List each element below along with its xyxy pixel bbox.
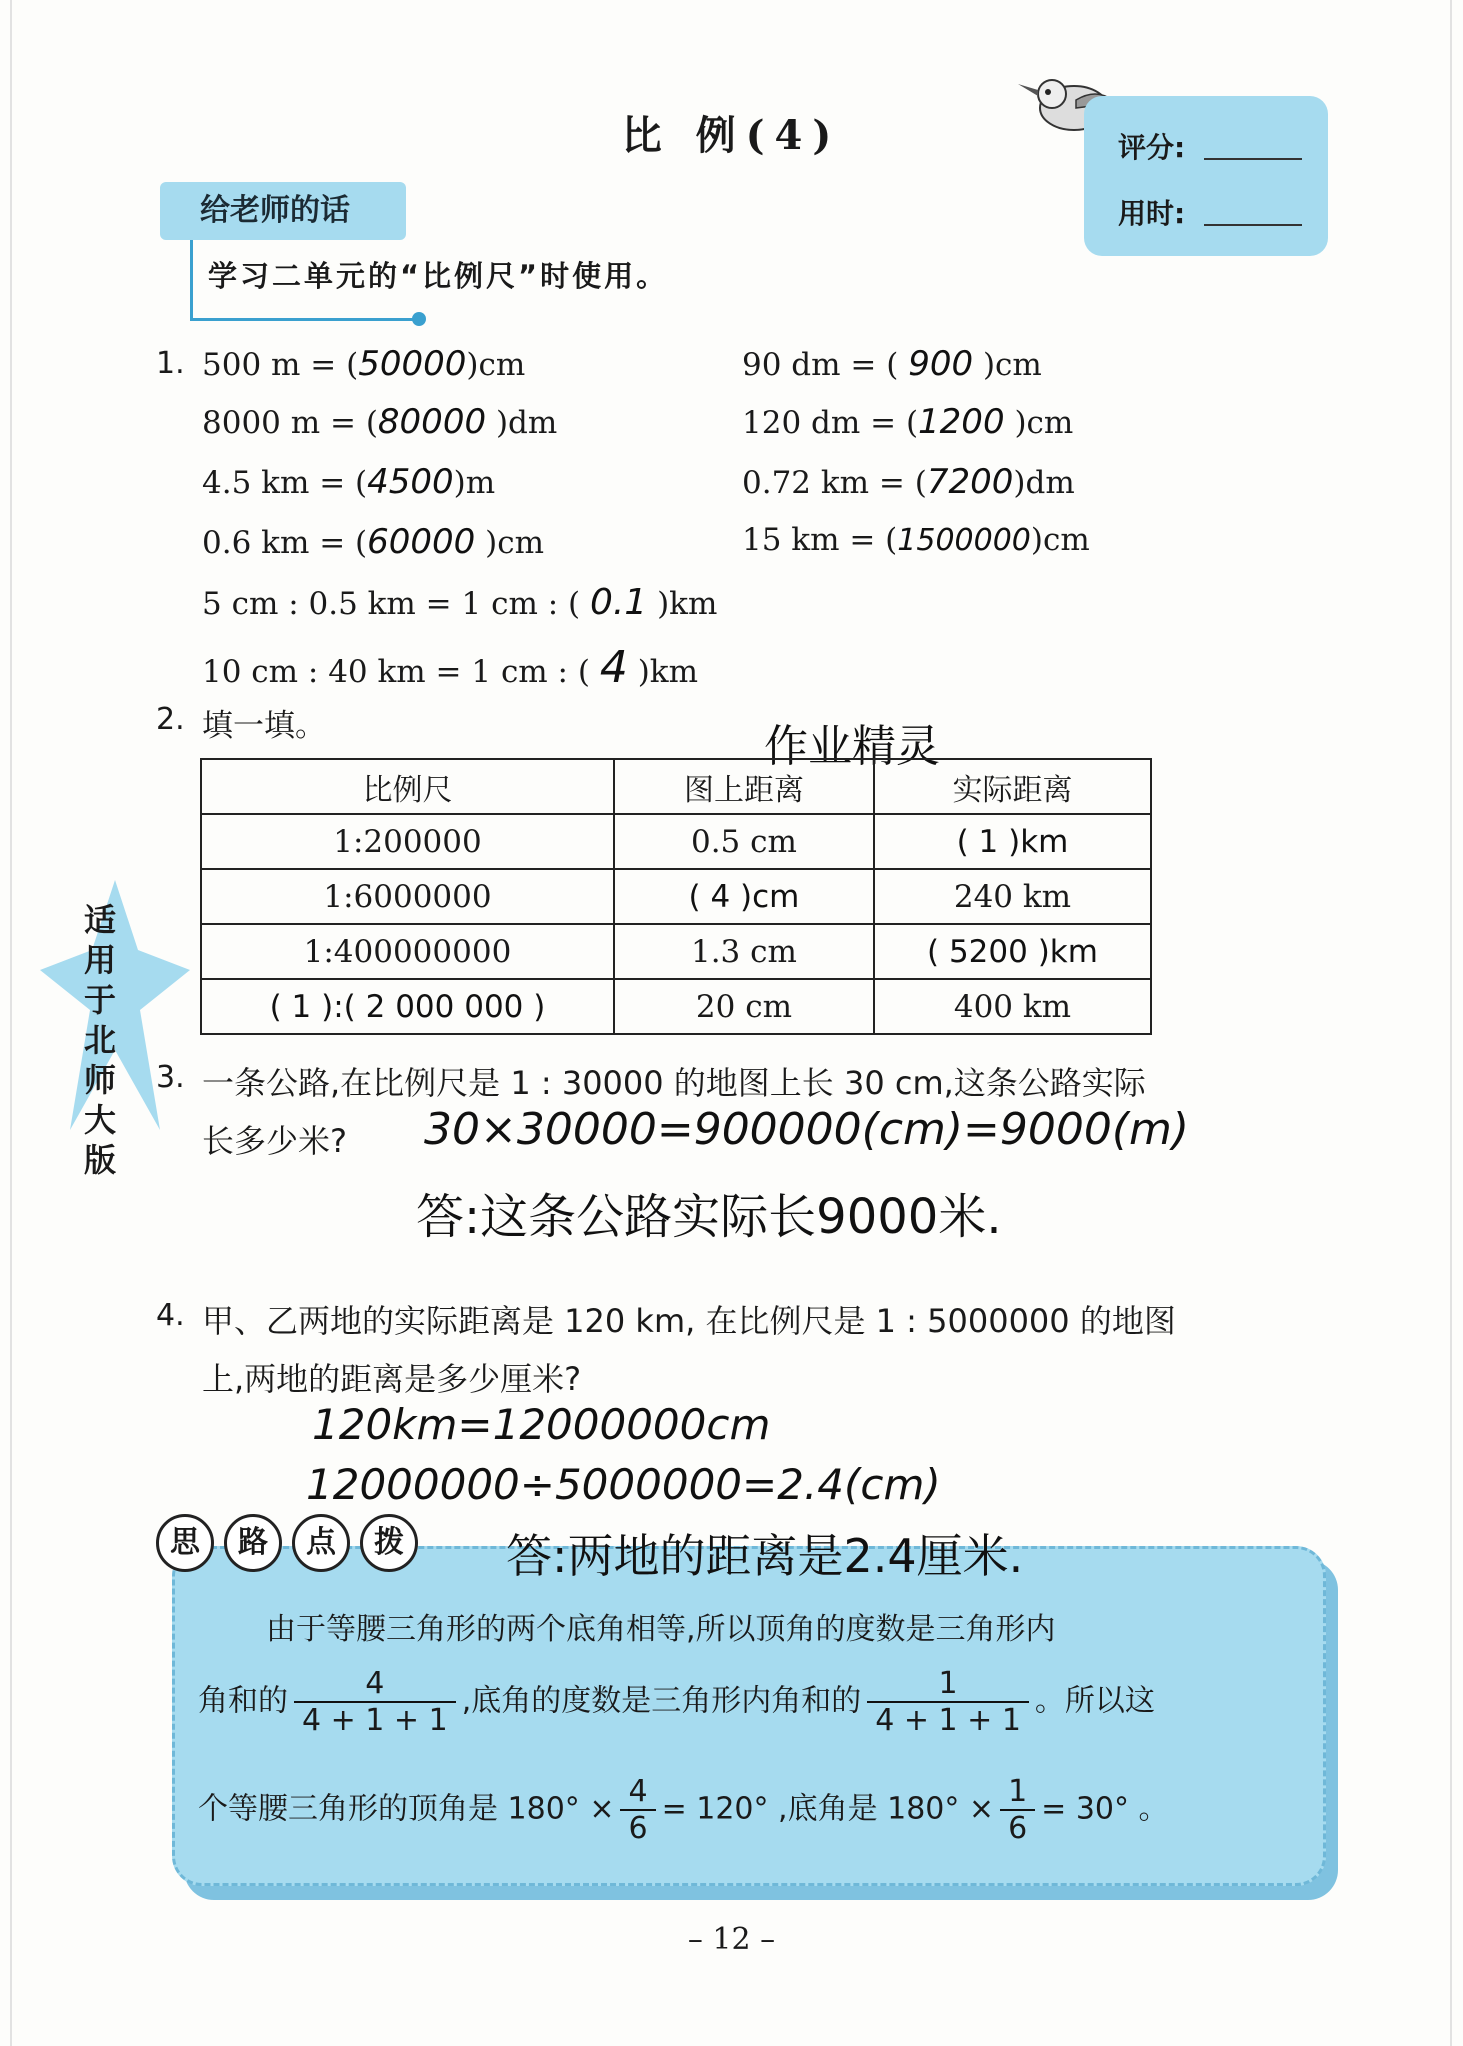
q3-answer[interactable]: 答:这条公路实际长9000米. bbox=[416, 1189, 1002, 1245]
q1-item: 0.72 km = (7200)dm bbox=[742, 462, 1075, 502]
table-header-row bbox=[201, 759, 1151, 814]
q3-text: 一条公路,在比例尺是 1 : 30000 的地图上长 30 cm,这条公路实际 bbox=[202, 1064, 1146, 1102]
q1-answer[interactable]: 0.1 bbox=[589, 582, 648, 623]
q3-number: 3. bbox=[156, 1060, 185, 1095]
q1-item: 8000 m = (80000 )dm bbox=[202, 402, 558, 442]
q1-answer[interactable]: 80000 bbox=[377, 402, 487, 442]
q4-work-line2[interactable]: 12000000÷5000000=2.4(cm) bbox=[306, 1460, 941, 1509]
q3-text: 长多少米? bbox=[202, 1122, 347, 1160]
scale-table bbox=[200, 758, 1152, 1035]
q1-answer[interactable]: 4500 bbox=[367, 462, 454, 502]
score-blank[interactable] bbox=[1204, 158, 1302, 160]
fraction: $\frac{1}{4 + 1 + 1}$ bbox=[867, 1666, 1029, 1738]
q1-answer[interactable]: 4 bbox=[599, 642, 628, 693]
q1-item: 4.5 km = (4500)m bbox=[202, 462, 496, 502]
page-edge-right bbox=[1450, 0, 1452, 2046]
hint-title-char: 拨 bbox=[360, 1514, 418, 1572]
q1-item: 120 dm = (1200 )cm bbox=[742, 402, 1074, 442]
table-cell: 0.5 cm bbox=[614, 814, 874, 869]
hint-line3: 个等腰三角形的顶角是 180° × $\frac{4}{6}$ = 120° ,底角是 180° × $\frac{1}{6}$ = 30° 。 bbox=[198, 1774, 1169, 1846]
teacher-note-dot bbox=[412, 312, 426, 326]
table-header: 图上距离 bbox=[614, 759, 874, 814]
table-header: 比例尺 bbox=[201, 759, 614, 814]
q2-prompt: 填一填。 bbox=[202, 708, 326, 744]
table-row bbox=[201, 869, 1151, 924]
score-label: 评分: bbox=[1118, 131, 1186, 164]
q1-answer[interactable]: 900 bbox=[908, 344, 974, 384]
q1-item: 5 cm : 0.5 km = 1 cm : ( 0.1 )km bbox=[202, 582, 718, 623]
table-cell: 400 km bbox=[874, 979, 1151, 1034]
page-edge-left bbox=[10, 0, 12, 2046]
q1-answer[interactable]: 50000 bbox=[358, 344, 467, 384]
q1-item: 0.6 km = (60000 )cm bbox=[202, 522, 545, 562]
table-row bbox=[201, 979, 1151, 1034]
table-header: 实际距离 bbox=[874, 759, 1151, 814]
table-row bbox=[201, 814, 1151, 869]
q1-number: 1. bbox=[156, 346, 185, 381]
hint-line2: 角和的 $\frac{4}{4 + 1 + 1}$ ,底角的度数是三角形内角和的 $\frac{1}{4 + 1 + 1}$ 。所以这 bbox=[198, 1666, 1155, 1738]
table-cell: 1.3 cm bbox=[614, 924, 874, 979]
q1-answer[interactable]: 60000 bbox=[367, 522, 476, 562]
q4-number: 4. bbox=[156, 1298, 185, 1333]
q4-text: 甲、乙两地的实际距离是 120 km, 在比例尺是 1 : 5000000 的地图 bbox=[202, 1302, 1176, 1340]
table-row bbox=[201, 924, 1151, 979]
table-cell: 20 cm bbox=[614, 979, 874, 1034]
q1-item: 15 km = (1500000)cm bbox=[742, 522, 1090, 558]
table-cell: 240 km bbox=[874, 869, 1151, 924]
q1-item: 10 cm : 40 km = 1 cm : ( 4 )km bbox=[202, 642, 698, 693]
fraction: $\frac{4}{6}$ bbox=[620, 1774, 655, 1846]
q1-answer[interactable]: 7200 bbox=[926, 462, 1014, 502]
table-cell: 1:400000000 bbox=[201, 924, 614, 979]
table-cell: 1:6000000 bbox=[201, 869, 614, 924]
q1-answer[interactable]: 1500000 bbox=[897, 523, 1031, 558]
fraction: $\frac{1}{6}$ bbox=[1000, 1774, 1035, 1846]
teacher-note-text: 学习二单元的“比例尺”时使用。 bbox=[208, 259, 669, 293]
q2-handwritten-note: 作业精灵 bbox=[764, 721, 940, 772]
score-box bbox=[1084, 96, 1328, 256]
time-label: 用时: bbox=[1118, 197, 1186, 230]
q3-work[interactable]: 30×30000=900000(cm)=9000(m) bbox=[424, 1104, 1190, 1155]
hint-title-char: 思 bbox=[156, 1514, 214, 1572]
q4-work-line1[interactable]: 120km=12000000cm bbox=[312, 1400, 771, 1449]
table-cell-answer[interactable]: ( 1 )km bbox=[874, 814, 1151, 869]
q4-text: 上,两地的距离是多少厘米? bbox=[202, 1360, 582, 1398]
q2-number: 2. bbox=[156, 702, 185, 737]
page-title: 比 例(4) bbox=[621, 112, 842, 159]
hint-line1: 由于等腰三角形的两个底角相等,所以顶角的度数是三角形内 bbox=[266, 1612, 1056, 1647]
q1-item: 90 dm = ( 900 )cm bbox=[742, 344, 1042, 384]
teacher-note-underline bbox=[190, 318, 420, 321]
hint-title bbox=[156, 1514, 428, 1572]
side-label: 适 用 于 北 师 大 版 bbox=[83, 901, 116, 1179]
q1-item: 500 m = (50000)cm bbox=[202, 344, 526, 384]
page-number: – 12 – bbox=[687, 1922, 776, 1957]
teacher-note-label: 给老师的话 bbox=[160, 182, 406, 240]
table-cell-answer[interactable]: ( 5200 )km bbox=[874, 924, 1151, 979]
time-blank[interactable] bbox=[1204, 224, 1302, 226]
teacher-note-line bbox=[190, 240, 193, 320]
table-cell: 1:200000 bbox=[201, 814, 614, 869]
hint-title-char: 路 bbox=[224, 1514, 282, 1572]
fraction: $\frac{4}{4 + 1 + 1}$ bbox=[294, 1666, 456, 1738]
q4-answer[interactable]: 答:两地的距离是2.4厘米. bbox=[506, 1529, 1024, 1583]
hint-title-char: 点 bbox=[292, 1514, 350, 1572]
table-cell-answer[interactable]: ( 4 )cm bbox=[614, 869, 874, 924]
table-cell-answer[interactable]: ( 1 ):( 2 000 000 ) bbox=[201, 979, 614, 1034]
q1-answer[interactable]: 1200 bbox=[918, 402, 1005, 442]
